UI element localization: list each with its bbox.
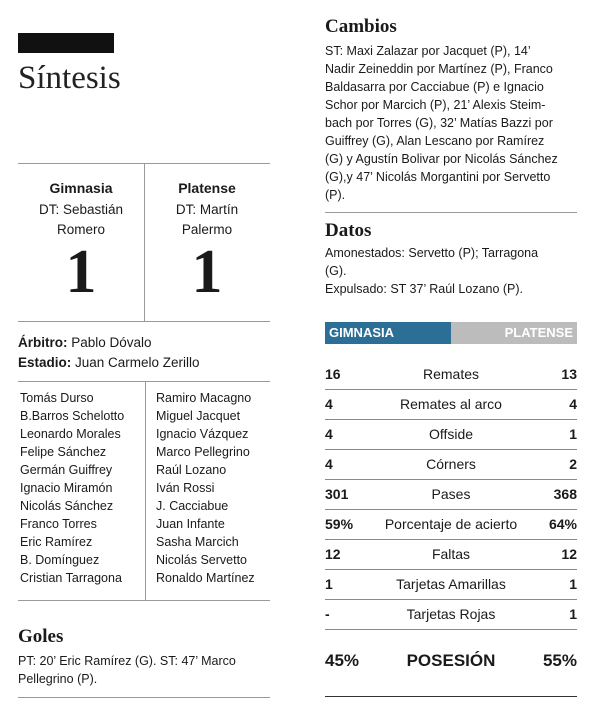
stat-home-value: 301 [325,486,349,502]
stat-label: Córners [426,456,476,472]
team-divider [144,164,145,321]
text-line: ST: Maxi Zalazar por Jacquet (P), 14’ [325,44,531,58]
divider [325,212,577,213]
goals-text [18,652,236,688]
home-coach-line2: Romero [56,222,105,237]
possession-label: POSESIÓN [406,651,496,670]
stat-home-value: 4 [325,426,333,442]
player-name: Marco Pellegrino [156,445,250,459]
possession-away: 55% [542,651,577,670]
player-name: Nicolás Sánchez [20,499,114,513]
section-marker-bar [18,33,114,53]
stat-row [325,479,577,510]
stat-label: Pases [431,486,471,502]
player-name: Iván Rossi [156,481,215,495]
lineup-divider [145,382,146,600]
text-line: (G). [325,264,347,278]
stat-label: Porcentaje de acierto [384,516,518,532]
away-team-panel [144,164,270,321]
stats-header-away: PLATENSE [451,322,577,344]
stats-header-home: GIMNASIA [325,322,451,344]
stat-row [325,419,577,450]
player-name: Nicolás Servetto [156,553,248,567]
player-name: B.Barros Schelotto [20,409,125,423]
player-name: Ignacio Vázquez [156,427,249,441]
divider [18,321,270,322]
home-score: 1 [65,238,97,306]
referee-line [18,333,152,353]
home-team-name: Gimnasia [49,180,113,196]
stats-header [325,322,577,344]
stat-row [325,509,577,540]
goals-title: Goles [18,626,64,647]
text-line: bach por Torres (G), 32’ Matías Bazzi por [325,116,553,130]
possession-row [325,645,577,677]
stat-row [325,599,577,630]
player-name: Franco Torres [20,517,97,531]
stadium-line [18,353,200,373]
divider [18,697,270,698]
divider [18,600,270,601]
away-coach-line2: Palermo [181,222,233,237]
stat-row [325,389,577,420]
stat-label: Tarjetas Amarillas [396,576,506,592]
home-coach-line1: DT: Sebastián [38,202,124,217]
stat-home-value: 1 [325,576,333,592]
stat-away-value: 13 [561,366,577,382]
stat-row [325,569,577,600]
text-line: (P). [325,188,346,202]
stat-label: Remates [422,366,480,382]
away-coach-line1: DT: Martín [175,202,239,217]
text-line: Guiffrey (G), Alan Lescano por Ramírez [325,134,545,148]
player-name: Miguel Jacquet [156,409,241,423]
stat-label: Offside [428,426,474,442]
text-line: Expulsado: ST 37’ Raúl Lozano (P). [325,282,524,296]
player-name: Ramiro Macagno [156,391,252,405]
stat-home-value: 16 [325,366,341,382]
player-name: Ignacio Miramón [20,481,113,495]
stat-label: Faltas [431,546,471,562]
referee-label: Árbitro: [18,335,68,350]
away-lineup [156,389,255,587]
divider [18,381,270,382]
player-name: Raúl Lozano [156,463,227,477]
substitutions-title: Cambios [325,16,397,37]
stat-home-value: 4 [325,456,333,472]
stat-row [325,359,577,390]
player-name: Tomás Durso [20,391,94,405]
player-name: Cristian Tarragona [20,571,122,585]
text-line: PT: 20’ Eric Ramírez (G). ST: 47’ Marco [18,654,236,668]
stadium-label: Estadio: [18,355,72,370]
away-team-name: Platense [178,180,236,196]
page-title: Síntesis [18,60,121,96]
stat-row [325,539,577,570]
home-lineup [20,389,124,587]
text-line: Baldasarra por Cacciabue (P) e Ignacio [325,80,544,94]
stat-away-value: 12 [561,546,577,562]
text-line: Nadir Zeineddin por Martínez (P), Franco [325,62,553,76]
stat-away-value: 64% [548,516,577,532]
stat-label: Tarjetas Rojas [406,606,496,622]
player-name: Juan Infante [156,517,225,531]
text-line: Amonestados: Servetto (P); Tarragona [325,246,539,260]
stat-home-value: 59% [325,516,354,532]
player-name: Felipe Sánchez [20,445,107,459]
away-score: 1 [191,238,223,306]
stat-home-value: 4 [325,396,333,412]
player-name: Sasha Marcich [156,535,239,549]
stat-home-value: 12 [325,546,341,562]
stat-away-value: 1 [569,606,577,622]
stat-away-value: 368 [553,486,577,502]
stat-away-value: 2 [569,456,577,472]
home-team-panel [18,164,144,321]
text-line: (G),y 47’ Nicolás Morgantini por Servetto [325,170,551,184]
player-name: B. Domínguez [20,553,100,567]
text-line: Pellegrino (P). [18,672,98,686]
divider [325,696,577,697]
player-name: Eric Ramírez [20,535,93,549]
text-line: Schor por Marcich (P), 21’ Alexis Steim- [325,98,546,112]
stat-label: Remates al arco [400,396,502,412]
player-name: Ronaldo Martínez [156,571,255,585]
player-name: Leonardo Morales [20,427,121,441]
stadium-value: Juan Carmelo Zerillo [71,355,200,370]
stat-away-value: 1 [569,426,577,442]
stat-home-value: - [325,606,330,622]
data-title: Datos [325,220,372,241]
substitutions-text [325,42,587,204]
stat-row [325,449,577,480]
text-line: (G) y Agustín Bolivar por Nicolás Sánchez [325,152,558,166]
stat-away-value: 4 [569,396,577,412]
referee-value: Pablo Dóvalo [67,335,152,350]
stat-away-value: 1 [569,576,577,592]
player-name: J. Cacciabue [156,499,229,513]
player-name: Germán Guiffrey [20,463,113,477]
data-text [325,244,587,298]
possession-home: 45% [325,651,360,670]
